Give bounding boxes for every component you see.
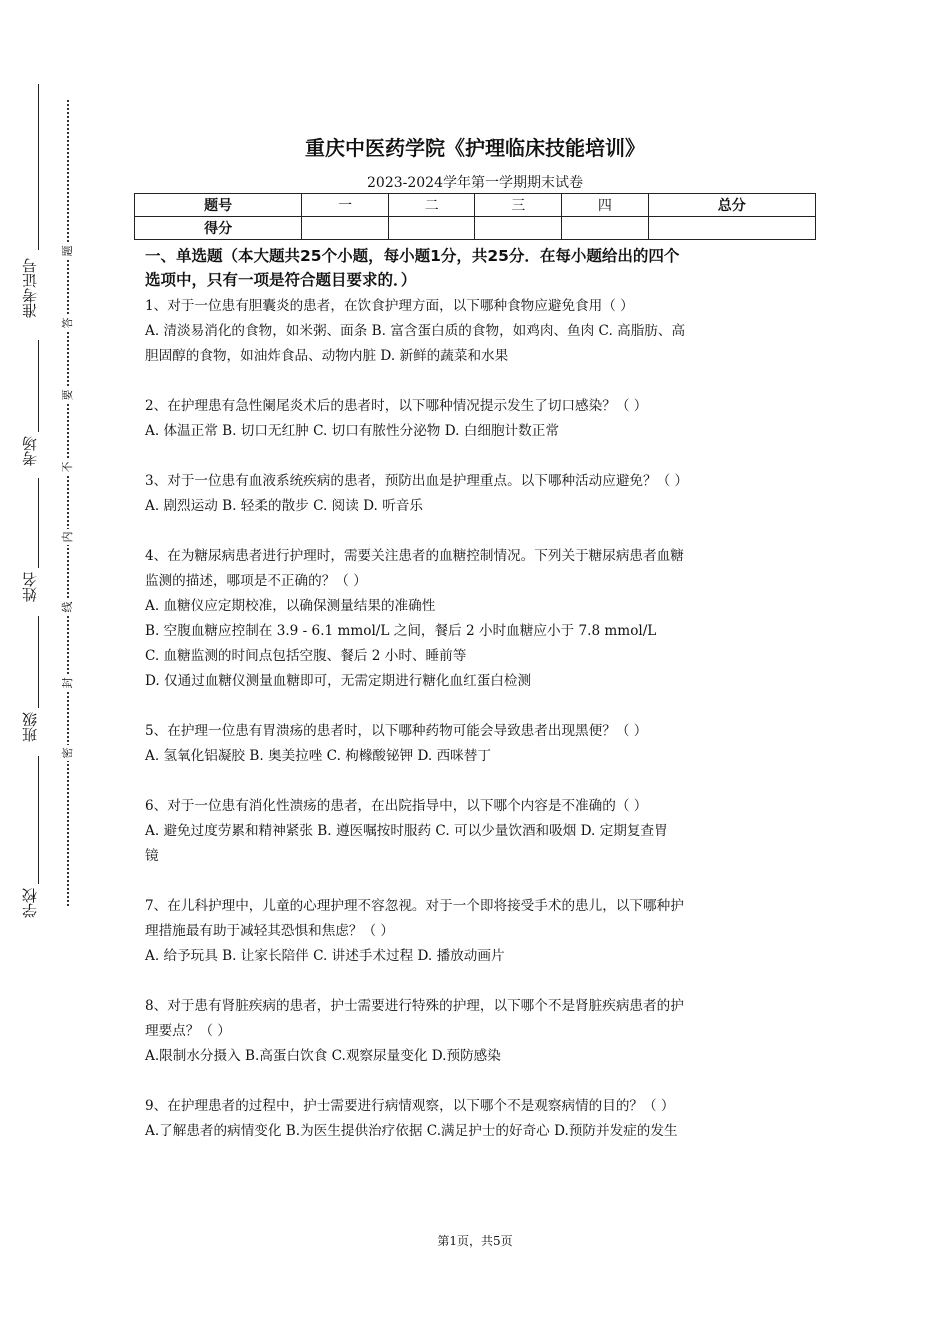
question-options: D. 仅通过血糖仪测量血糖即可，无需定期进行糖化血红蛋白检测 [145,673,532,689]
seal-char: 答 [61,315,75,331]
class-line [38,616,39,708]
question-2 [145,394,817,444]
question-8 [145,994,817,1069]
question-options: A.了解患者的病情变化 B.为医生提供治疗依据 C.满足护士的好奇心 D.预防并发症的发生 [145,1123,678,1139]
question-options: B. 空腹血糖应控制在 3.9 - 6.1 mmol/L 之间，餐后 2 小时血糖应小于 7.8 mmol/L [145,623,657,639]
score-table-score-row [135,217,816,240]
question-options: 镜 [145,848,159,864]
name-line [38,478,39,568]
score-header-cell: 二 [388,194,475,217]
score-cell[interactable] [302,217,389,240]
binding-margin [0,0,110,1344]
score-header-cell: 一 [302,194,389,217]
question-text: 5、在护理一位患有胃溃疡的患者时，以下哪种药物可能会导致患者出现黑便？（ ） [145,723,648,739]
score-row-label: 得分 [135,217,302,240]
seal-char: 密 [61,745,75,761]
question-text: 3、对于一位患有血液系统疾病的患者，预防出血是护理重点。以下哪种活动应避免？（ ） [145,473,689,489]
section-heading-line: 一、单选题（本大题共25个小题，每小题1分，共25分．在每小题给出的四个 [145,247,680,265]
exam-content [145,244,817,1144]
school-label: 学校 [21,888,39,918]
admission-number-label: 准考证号 [21,258,39,318]
question-5 [145,719,817,769]
class-label: 班级 [21,712,39,742]
score-header-cell: 四 [562,194,649,217]
question-9 [145,1094,817,1144]
question-text: 理要点？（ ） [145,1023,231,1039]
score-table [134,193,816,240]
question-text: 1、对于一位患有胆囊炎的患者，在饮食护理方面，以下哪种食物应避免食用（ ） [145,298,634,314]
score-cell[interactable] [562,217,649,240]
name-label: 姓名 [21,572,39,602]
score-header-cell: 总分 [648,194,815,217]
question-options: A. 剧烈运动 B. 轻柔的散步 C. 阅读 D. 听音乐 [145,498,423,514]
seal-char: 封 [61,675,75,691]
score-cell[interactable] [475,217,562,240]
exam-subtitle: 2023-2024学年第一学期期末试卷 [367,175,583,191]
section-heading-line: 选项中，只有一项是符合题目要求的．） [145,271,417,289]
school-line [38,756,39,884]
score-table-header-row [135,194,816,217]
question-options: A. 血糖仪应定期校准，以确保测量结果的准确性 [145,598,436,614]
question-text: 4、在为糖尿病患者进行护理时，需要关注患者的血糖控制情况。下列关于糖尿病患者血糖 [145,548,684,564]
question-options: A. 体温正常 B. 切口无红肿 C. 切口有脓性分泌物 D. 白细胞计数正常 [145,423,559,439]
question-text: 9、在护理患者的过程中，护士需要进行病情观察，以下哪个不是观察病情的目的？（ ） [145,1098,675,1114]
question-options: A. 给予玩具 B. 让家长陪伴 C. 讲述手术过程 D. 播放动画片 [145,948,505,964]
exam-title: 重庆中医药学院《护理临床技能培训》 [305,136,645,160]
seal-char: 不 [61,459,75,475]
seal-char: 题 [61,243,75,259]
question-6 [145,794,817,869]
question-options: A. 避免过度劳累和精神紧张 B. 遵医嘱按时服药 C. 可以少量饮酒和吸烟 D. 定期复查胃 [145,823,668,839]
score-header-cell: 题号 [135,194,302,217]
question-1 [145,294,817,369]
page-footer: 第1页，共5页 [437,1234,513,1248]
question-options: 胆固醇的食物，如油炸食品、动物内脏 D. 新鲜的蔬菜和水果 [145,348,509,364]
exam-room-label: 考场 [21,436,39,466]
question-4 [145,544,817,694]
score-header-cell: 三 [475,194,562,217]
section-heading [145,244,817,292]
score-cell[interactable] [648,217,815,240]
question-text: 8、对于患有肾脏疾病的患者，护士需要进行特殊的护理，以下哪个不是肾脏疾病患者的护 [145,998,684,1014]
question-text: 监测的描述，哪项是不正确的？（ ） [145,573,367,589]
seal-char: 内 [61,529,75,545]
question-options: A.限制水分摄入 B.高蛋白饮食 C.观察尿量变化 D.预防感染 [145,1048,501,1064]
question-7 [145,894,817,969]
question-text: 7、在儿科护理中，儿童的心理护理不容忽视。对于一个即将接受手术的患儿，以下哪种护 [145,898,684,914]
admission-number-line [38,84,39,250]
question-text: 6、对于一位患有消化性溃疡的患者，在出院指导中，以下哪个内容是不准确的（ ） [145,798,648,814]
question-text: 2、在护理患有急性阑尾炎术后的患者时，以下哪种情况提示发生了切口感染？（ ） [145,398,648,414]
score-cell[interactable] [388,217,475,240]
question-3 [145,469,817,519]
seal-dotted-line [67,100,69,906]
question-options: A. 氢氧化铝凝胶 B. 奥美拉唑 C. 枸橼酸铋钾 D. 西咪替丁 [145,748,491,764]
question-options: A. 清淡易消化的食物，如米粥、面条 B. 富含蛋白质的食物，如鸡肉、鱼肉 C. 高脂肪、高 [145,323,686,339]
seal-char: 线 [61,599,75,615]
question-text: 理措施最有助于减轻其恐惧和焦虑？（ ） [145,923,395,939]
question-options: C. 血糖监测的时间点包括空腹、餐后 2 小时、睡前等 [145,648,467,664]
seal-char: 要 [61,387,75,403]
exam-room-line [38,340,39,432]
